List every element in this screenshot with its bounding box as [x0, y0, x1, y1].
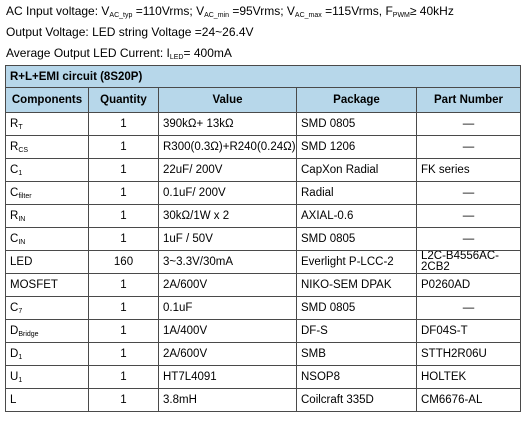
component-symbol: C — [10, 232, 19, 245]
cell-part-number: FK series — [417, 159, 521, 182]
component-subscript: T — [18, 123, 23, 131]
cell-quantity: 1 — [89, 274, 159, 297]
spec-subscript: AC_max — [294, 12, 322, 19]
cell-value: R300(0.3Ω)+R240(0.24Ω) — [159, 136, 297, 159]
spec-text: =95Vrms; V — [228, 4, 295, 18]
cell-package: Coilcraft 335D — [297, 389, 417, 412]
cell-component — [6, 274, 89, 297]
component-subscript: CS — [18, 146, 29, 154]
cell-quantity: 1 — [89, 159, 159, 182]
cell-package: Radial — [297, 182, 417, 205]
cell-component — [6, 159, 89, 182]
spec-subscript: LED — [169, 54, 184, 61]
table-row — [6, 113, 521, 136]
spec-text: =115Vrms, F — [321, 4, 393, 18]
output-voltage-spec: Output Voltage: LED string Voltage =24~26.4V — [6, 25, 254, 39]
cell-component — [6, 320, 89, 343]
cell-quantity: 1 — [89, 366, 159, 389]
table-row — [6, 136, 521, 159]
component-symbol: C — [10, 301, 19, 314]
cell-value: 30kΩ/1W x 2 — [159, 205, 297, 228]
cell-component — [6, 205, 89, 228]
spec-text: AC Input voltage: V — [6, 4, 110, 18]
component-subscript: 1 — [18, 353, 23, 361]
header-part-number: Part Number — [417, 88, 521, 113]
cell-component — [6, 366, 89, 389]
cell-package: SMB — [297, 343, 417, 366]
cell-package: Everlight P-LCC-2 — [297, 251, 417, 274]
cell-part-number: — — [417, 113, 521, 136]
component-symbol: L — [10, 394, 17, 406]
cell-value: 0.1uF/ 200V — [159, 182, 297, 205]
cell-part-number: HOLTEK — [417, 366, 521, 389]
cell-quantity: 1 — [89, 205, 159, 228]
cell-package: DF-S — [297, 320, 417, 343]
cell-quantity: 1 — [89, 389, 159, 412]
bom-table-body — [6, 66, 521, 412]
component-subscript: IN — [18, 238, 26, 246]
component-subscript: 7 — [18, 307, 23, 315]
cell-package: SMD 0805 — [297, 113, 417, 136]
table-row — [6, 182, 521, 205]
cell-value: 22uF/ 200V — [159, 159, 297, 182]
spec-text: Average Output LED Current: I — [6, 46, 170, 60]
cell-component — [6, 113, 89, 136]
cell-part-number: — — [417, 136, 521, 159]
cell-component — [6, 182, 89, 205]
cell-value: 1A/400V — [159, 320, 297, 343]
table-row — [6, 205, 521, 228]
cell-value: 390kΩ+ 13kΩ — [159, 113, 297, 136]
spec-text: ≥ 40kHz — [409, 4, 454, 18]
table-row — [6, 366, 521, 389]
cell-package: AXIAL-0.6 — [297, 205, 417, 228]
component-symbol: MOSFET — [10, 279, 58, 291]
cell-value: 3.8mH — [159, 389, 297, 412]
component-symbol: D — [10, 347, 19, 360]
component-symbol: LED — [10, 256, 33, 268]
cell-part-number: — — [417, 228, 521, 251]
cell-value: 0.1uF — [159, 297, 297, 320]
spec-text: = 400mA — [183, 46, 232, 60]
component-symbol: C — [10, 163, 19, 176]
cell-package: SMD 1206 — [297, 136, 417, 159]
cell-component — [6, 251, 89, 274]
cell-part-number: STTH2R06U — [417, 343, 521, 366]
header-components: Components — [6, 88, 89, 113]
cell-value: HT7L4091 — [159, 366, 297, 389]
cell-value: 3~3.3V/30mA — [159, 251, 297, 274]
cell-component — [6, 228, 89, 251]
cell-package: SMD 0805 — [297, 228, 417, 251]
cell-package: CapXon Radial — [297, 159, 417, 182]
component-subscript: IN — [18, 215, 26, 223]
spec-subscript: PWM — [392, 12, 410, 19]
cell-part-number: — — [417, 205, 521, 228]
table-title-row — [6, 66, 521, 88]
cell-part-number: — — [417, 182, 521, 205]
cell-component — [6, 136, 89, 159]
component-symbol: R — [10, 140, 19, 153]
cell-value: 2A/600V — [159, 343, 297, 366]
table-row — [6, 389, 521, 412]
component-symbol: R — [10, 209, 19, 222]
component-subscript: 1 — [18, 169, 23, 177]
spec-subscript: AC_min — [204, 12, 229, 19]
cell-quantity: 1 — [89, 136, 159, 159]
cell-part-number: CM6676-AL — [417, 389, 521, 412]
table-row — [6, 320, 521, 343]
table-header-row — [6, 88, 521, 113]
cell-package: SMD 0805 — [297, 297, 417, 320]
table-row — [6, 343, 521, 366]
cell-part-number: — — [417, 297, 521, 320]
component-symbol: C — [10, 186, 19, 199]
cell-package: NIKO-SEM DPAK — [297, 274, 417, 297]
cell-part-number: P0260AD — [417, 274, 521, 297]
cell-quantity: 1 — [89, 320, 159, 343]
input-voltage-spec — [6, 4, 454, 23]
table-row — [6, 297, 521, 320]
component-symbol: D — [10, 324, 19, 337]
component-symbol: U — [10, 370, 19, 383]
table-row — [6, 228, 521, 251]
header-quantity: Quantity — [89, 88, 159, 113]
cell-part-number: L2C-B4556AC-2CB2 — [417, 251, 521, 274]
bom-table — [5, 65, 521, 412]
cell-package: NSOP8 — [297, 366, 417, 389]
cell-value: 1uF / 50V — [159, 228, 297, 251]
table-row — [6, 251, 521, 274]
cell-quantity: 1 — [89, 297, 159, 320]
header-package: Package — [297, 88, 417, 113]
cell-quantity: 1 — [89, 343, 159, 366]
cell-component — [6, 389, 89, 412]
header-value: Value — [159, 88, 297, 113]
cell-quantity: 1 — [89, 182, 159, 205]
table-title: R+L+EMI circuit (8S20P) — [6, 66, 521, 88]
table-row — [6, 159, 521, 182]
component-subscript: Bridge — [18, 330, 39, 338]
spec-subscript: AC_typ — [109, 12, 133, 19]
cell-value: 2A/600V — [159, 274, 297, 297]
table-row — [6, 274, 521, 297]
cell-component — [6, 297, 89, 320]
cell-component — [6, 343, 89, 366]
cell-part-number: DF04S-T — [417, 320, 521, 343]
spec-text: =110Vrms; V — [132, 4, 205, 18]
component-subscript: filter — [18, 192, 32, 200]
cell-quantity: 1 — [89, 228, 159, 251]
cell-quantity: 1 — [89, 113, 159, 136]
output-current-spec — [6, 46, 232, 65]
component-symbol: R — [10, 117, 19, 130]
cell-quantity: 160 — [89, 251, 159, 274]
component-subscript: 1 — [18, 376, 23, 384]
